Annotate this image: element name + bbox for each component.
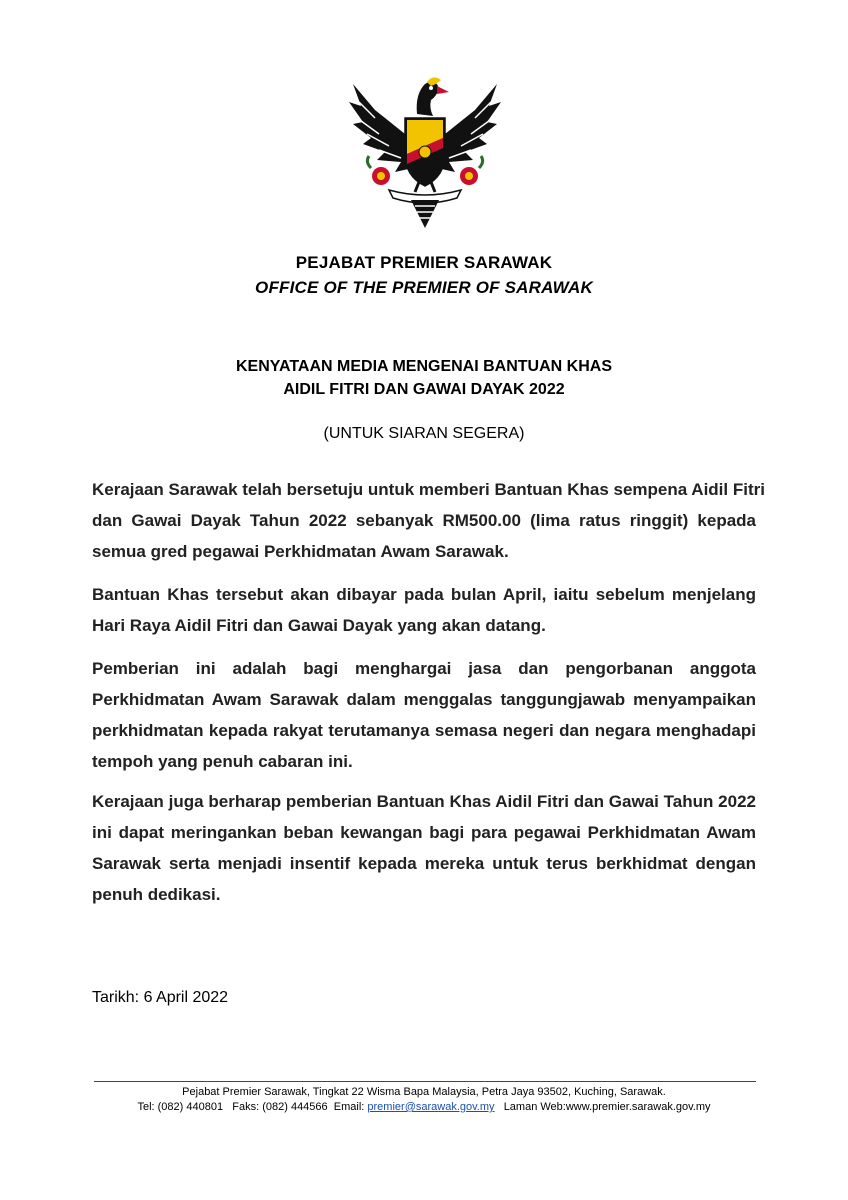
paragraph-line: dan Gawai Dayak Tahun 2022 sebanyak RM500.00 (lima ratus ringgit) kepada xyxy=(92,511,756,530)
paragraph-line: Hari Raya Aidil Fitri dan Gawai Dayak yang akan datang. xyxy=(92,616,546,635)
paragraph-line: semua gred pegawai Perkhidmatan Awam Sarawak. xyxy=(92,542,509,561)
statement-title-line-2: AIDIL FITRI DAN GAWAI DAYAK 2022 xyxy=(283,381,565,398)
office-name-english: OFFICE OF THE PREMIER OF SARAWAK xyxy=(255,278,593,297)
statement-date: Tarikh: 6 April 2022 xyxy=(92,989,229,1006)
office-name-malay: PEJABAT PREMIER SARAWAK xyxy=(295,253,553,272)
footer-divider xyxy=(94,1081,756,1082)
paragraph-line: Kerajaan Sarawak telah bersetuju untuk memberi Bantuan Khas sempena Aidil Fitri xyxy=(92,480,765,499)
footer-email-link[interactable]: premier@sarawak.gov.my xyxy=(367,1101,495,1113)
footer-contact-line xyxy=(0,1101,848,1113)
body-paragraph-1 xyxy=(92,474,765,567)
paragraph-line: perkhidmatan kepada rakyat terutamanya semasa negeri dan negara menghadapi xyxy=(92,721,756,740)
paragraph-line: Perkhidmatan Awam Sarawak dalam menggalas tanggungjawab menyampaikan xyxy=(92,690,756,709)
paragraph-line: Sarawak serta menjadi insentif kepada mereka untuk terus berkhidmat dengan xyxy=(92,854,756,873)
statement-title-line-1: KENYATAAN MEDIA MENGENAI BANTUAN KHAS xyxy=(235,358,612,375)
paragraph-line: Pemberian ini adalah bagi menghargai jasa dan pengorbanan anggota xyxy=(92,659,756,678)
paragraph-line: Bantuan Khas tersebut akan dibayar pada bulan April, iaitu sebelum menjelang xyxy=(92,585,756,604)
footer-website: Laman Web:www.premier.sarawak.gov.my xyxy=(503,1101,711,1113)
footer-address: Pejabat Premier Sarawak, Tingkat 22 Wisma Bapa Malaysia, Petra Jaya 93502, Kuching, Sarawak. xyxy=(182,1086,666,1098)
footer-tel: Tel: (082) 440801 xyxy=(137,1101,224,1113)
paragraph-line: Kerajaan juga berharap pemberian Bantuan Khas Aidil Fitri dan Gawai Tahun 2022 xyxy=(92,792,756,811)
paragraph-line: penuh dedikasi. xyxy=(92,885,221,904)
paragraph-line: tempoh yang penuh cabaran ini. xyxy=(92,752,353,771)
footer-email-label: Email: xyxy=(333,1101,365,1113)
release-note: (UNTUK SIARAN SEGERA) xyxy=(323,425,525,442)
body-paragraph-2 xyxy=(92,579,756,641)
footer-fax: Faks: (082) 444566 xyxy=(232,1101,328,1113)
body-paragraph-4 xyxy=(92,786,756,910)
body-paragraph-3 xyxy=(92,653,756,777)
paragraph-line: ini dapat meringankan beban kewangan bagi para pegawai Perkhidmatan Awam xyxy=(92,823,756,842)
sarawak-coat-of-arms-icon xyxy=(345,72,505,232)
